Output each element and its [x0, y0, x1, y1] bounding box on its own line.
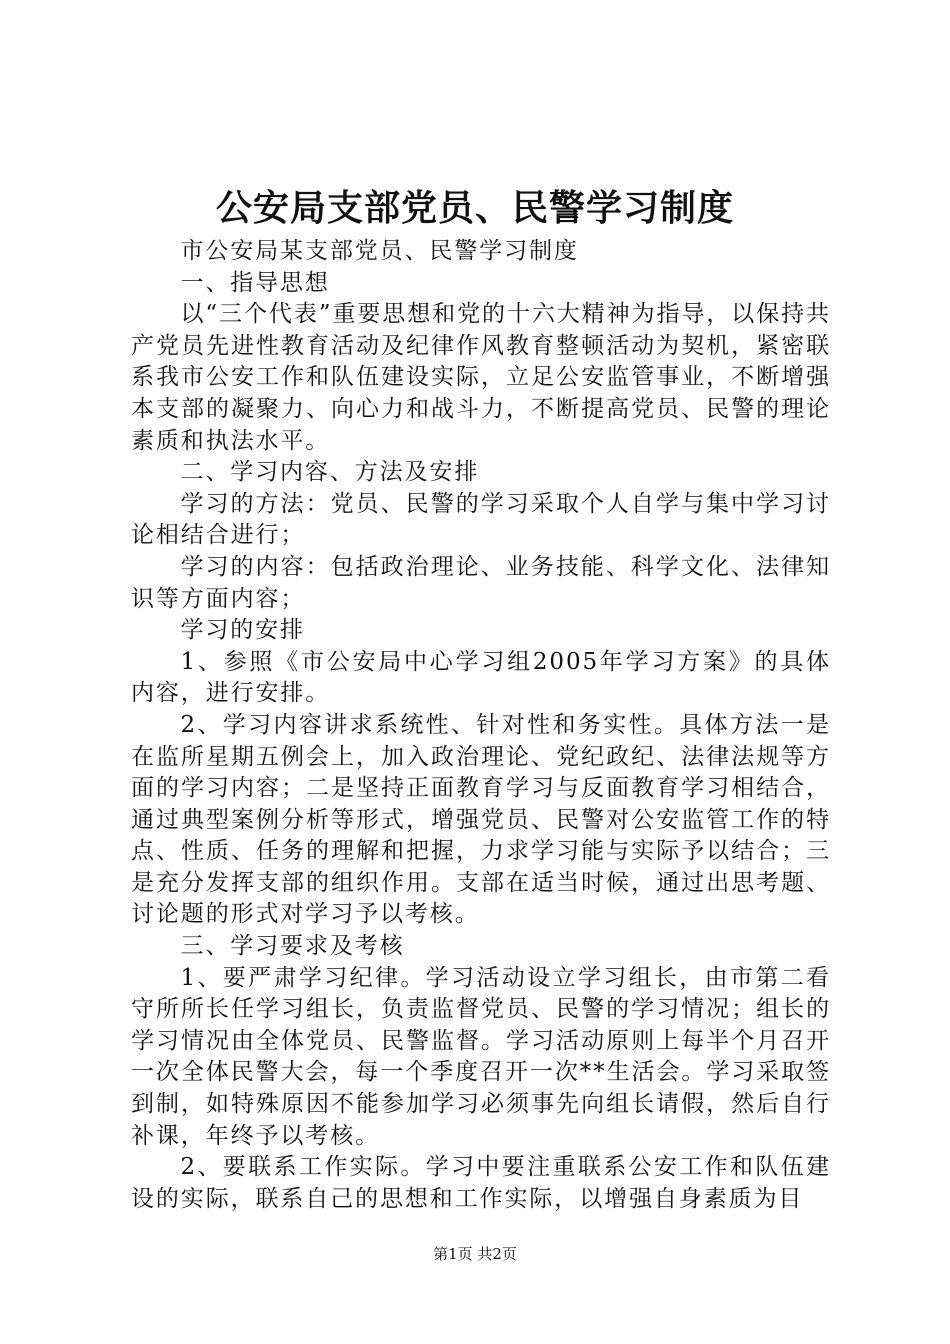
paragraph-requirement-item-1: 1、要严肃学习纪律。学习活动设立学习组长，由市第二看守所所长任学习组长，负责监督党员、民警的学习情况；组长的学习情况由全体党员、民警监督。学习活动原则上每半个月召开一次全体民警大会，每一个季度召开一次**生活会。学习采取签到制，如特殊原因不能参加学习必须事先向组长请假，然后自行补课，年终予以考核。: [131, 964, 831, 1149]
paragraph-arrangement-item-2: 2、学习内容讲求系统性、针对性和务实性。具体方法一是在监所星期五例会上，加入政治理论、党纪政纪、法律法规等方面的学习内容；二是坚持正面教育学习与反面教育学习相结合，通过典型案例分析等形式，增强党员、民警对公安监管工作的特点、性质、任务的理解和把握，力求学习能与实际予以结合；三是充分发挥支部的组织作用。支部在适当时候，通过出思考题、讨论题的形式对学习予以考核。: [131, 711, 831, 928]
paragraph-study-arrangement-heading: 学习的安排: [180, 617, 305, 644]
paragraph-arrangement-item-1: 1、参照《市公安局中心学习组2005年学习方案》的具体内容，进行安排。: [131, 648, 831, 707]
paragraph-subtitle: 市公安局某支部党员、民警学习制度: [180, 238, 579, 264]
document-title: 公安局支部党员、民警学习制度: [215, 187, 734, 229]
paragraph-guiding-thought: 以“三个代表”重要思想和党的十六大精神为指导，以保持共产党员先进性教育活动及纪律作风教育整顿活动为契机，紧密联系我市公安工作和队伍建设实际，立足公安监管事业，不断增强本支部的凝聚力、向心力和战斗力，不断提高党员、民警的理论素质和执法水平。: [131, 301, 831, 454]
paragraph-study-content: 学习的内容：包括政治理论、业务技能、科学文化、法律知识等方面内容；: [131, 553, 831, 612]
page-number-footer: 第1页 共2页: [433, 1245, 517, 1263]
section-heading-guiding-thought: 一、指导思想: [180, 269, 330, 296]
section-heading-requirements: 三、学习要求及考核: [180, 933, 405, 960]
paragraph-requirement-item-2: 2、要联系工作实际。学习中要注重联系公安工作和队伍建设的实际，联系自己的思想和工作实际，以增强自身素质为目: [131, 1154, 831, 1212]
paragraph-study-method: 学习的方法：党员、民警的学习采取个人自学与集中学习讨论相结合进行；: [131, 490, 831, 549]
document-body: [131, 236, 831, 1215]
section-heading-content-method: 二、学习内容、方法及安排: [180, 459, 480, 486]
